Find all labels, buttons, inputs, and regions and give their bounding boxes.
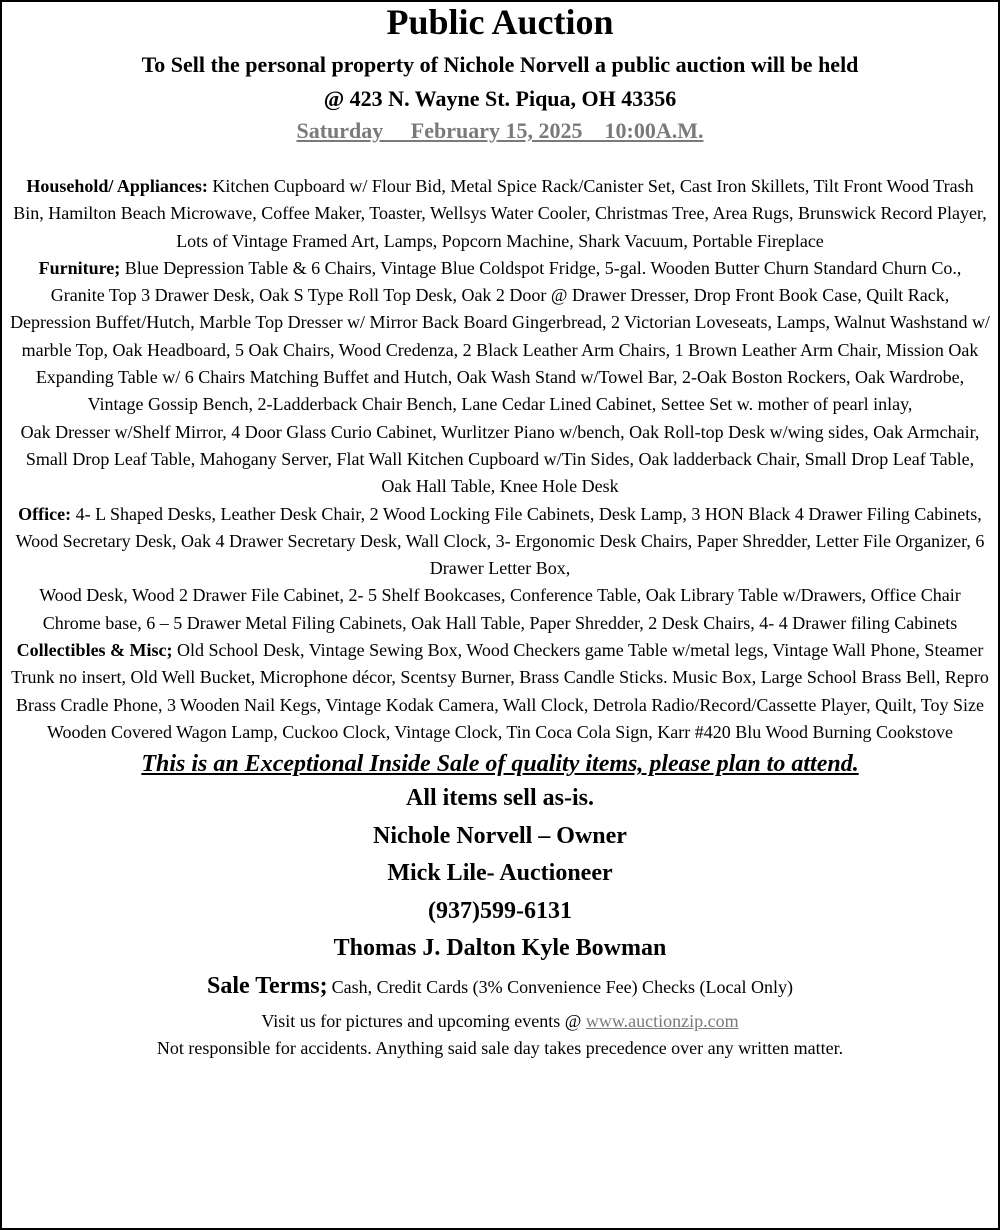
auctioneer-line: Mick Lile- Auctioneer (387, 860, 613, 887)
collectibles-section (10, 637, 990, 746)
as-is-notice: All items sell as-is. (406, 785, 594, 812)
collectibles-items: Old School Desk, Vintage Sewing Box, Wood Checkers game Table w/metal legs, Vintage Wall Phone, Steamer Trunk no insert, Old Well Bucket, Microphone décor, Scentsy Burner, Brass Candle Sticks. Music Box, Large School Brass Bell, Repro Brass Cradle Phone, 3 Wooden Nail Kegs, Vintage Kodak Camera, Wall Clock, Detrola Radio/Record/Cassette Player, Quilt, Toy Size Wooden Covered Wagon Lamp, Cuckoo Clock, Vintage Clock, Tin Coca Cola Sign, Karr #420 Blu Wood Burning Cookstove (11, 640, 989, 742)
auctionzip-link[interactable]: www.auctionzip.com (585, 1010, 739, 1031)
office-label: Office: (18, 503, 72, 524)
page-title: Public Auction (386, 2, 614, 42)
sale-terms-label: Sale Terms; (206, 972, 328, 999)
household-label: Household/ Appliances: (26, 176, 208, 196)
phone-number: (937)599-6131 (428, 897, 572, 924)
visit-line (2, 1007, 998, 1035)
office-items-continued: Wood Desk, Wood 2 Drawer File Cabinet, 2- 5 Shelf Bookcases, Conference Table, Oak Library Table w/Drawers, Office Chair Chrome base, 6 – 5 Drawer Metal Filing Cabinets, Oak Hall Table, Paper Shredder, 2 Desk Chairs, 4- 4 Drawer filing Cabinets (39, 585, 961, 633)
furniture-section (10, 255, 990, 419)
visit-text: Visit us for pictures and upcoming events @ (261, 1010, 582, 1031)
disclaimer: Not responsible for accidents. Anything said sale day takes precedence over any written matter. (156, 1037, 844, 1058)
furniture-items: Blue Depression Table & 6 Chairs, Vintage Blue Coldspot Fridge, 5-gal. Wooden Butter Churn Standard Churn Co., Granite Top 3 Drawer Desk, Oak S Type Roll Top Desk, Oak 2 Door @ Drawer Dresser, Drop Front Book Case, Quilt Rack, Depression Buffet/Hutch, Marble Top Dresser w/ Mirror Back Board Gingerbread, 2 Victorian Loveseats, Lamps, Walnut Washstand w/ marble Top, Oak Headboard, 5 Oak Chairs, Wood Credenza, 2 Black Leather Arm Chairs, 1 Brown Leather Arm Chair, Mission Oak Expanding Table w/ 6 Chairs Matching Buffet and Hutch, Oak Wash Stand w/Towel Bar, 2-Oak Boston Rockers, Oak Wardrobe, Vintage Gossip Bench, 2-Ladderback Chair Bench, Lane Cedar Lined Cabinet, Settee Set w. mother of pearl inlay, (10, 257, 990, 415)
furniture-label: Furniture; (38, 257, 121, 278)
collectibles-label: Collectibles & Misc; (16, 640, 173, 661)
intro-address: @ 423 N. Wayne St. Piqua, OH 43356 (323, 86, 677, 111)
household-section (10, 173, 990, 255)
intro-line-1: To Sell the personal property of Nichole Norvell a public auction will be held (141, 52, 859, 77)
owner-line: Nichole Norvell – Owner (373, 822, 627, 849)
item-listing (2, 173, 998, 746)
sale-terms-text: Cash, Credit Cards (3% Convenience Fee) Checks (Local Only) (331, 976, 794, 997)
sale-date: Saturday February 15, 2025 10:00A.M. (296, 118, 704, 143)
furniture-items-continued: Oak Dresser w/Shelf Mirror, 4 Door Glass Curio Cabinet, Wurlitzer Piano w/bench, Oak Roll-top Desk w/wing sides, Oak Armchair, Small Drop Leaf Table, Mahogany Server, Flat Wall Kitchen Cupboard w/Tin Sides, Oak ladderback Chair, Small Drop Leaf Table, Oak Hall Table, Knee Hole Desk (20, 421, 980, 497)
tagline: This is an Exceptional Inside Sale of quality items, please plan to attend. (141, 751, 859, 778)
sale-terms (2, 968, 998, 1007)
associates-line: Thomas J. Dalton Kyle Bowman (333, 935, 667, 962)
office-section (10, 501, 990, 583)
office-items: 4- L Shaped Desks, Leather Desk Chair, 2 Wood Locking File Cabinets, Desk Lamp, 3 HON Black 4 Drawer Filing Cabinets, Wood Secretary Desk, Oak 4 Drawer Secretary Desk, Wall Clock, 3- Ergonomic Desk Chairs, Paper Shredder, Letter File Organizer, 6 Drawer Letter Box, (15, 503, 985, 579)
household-items: Kitchen Cupboard w/ Flour Bid, Metal Spice Rack/Canister Set, Cast Iron Skillets, Tilt Front Wood Trash Bin, Hamilton Beach Microwave, Coffee Maker, Toaster, Wellsys Water Cooler, Christmas Tree, Area Rugs, Brunswick Record Player, Lots of Vintage Framed Art, Lamps, Popcorn Machine, Shark Vacuum, Portable Fireplace (13, 176, 987, 251)
intro (2, 48, 998, 116)
